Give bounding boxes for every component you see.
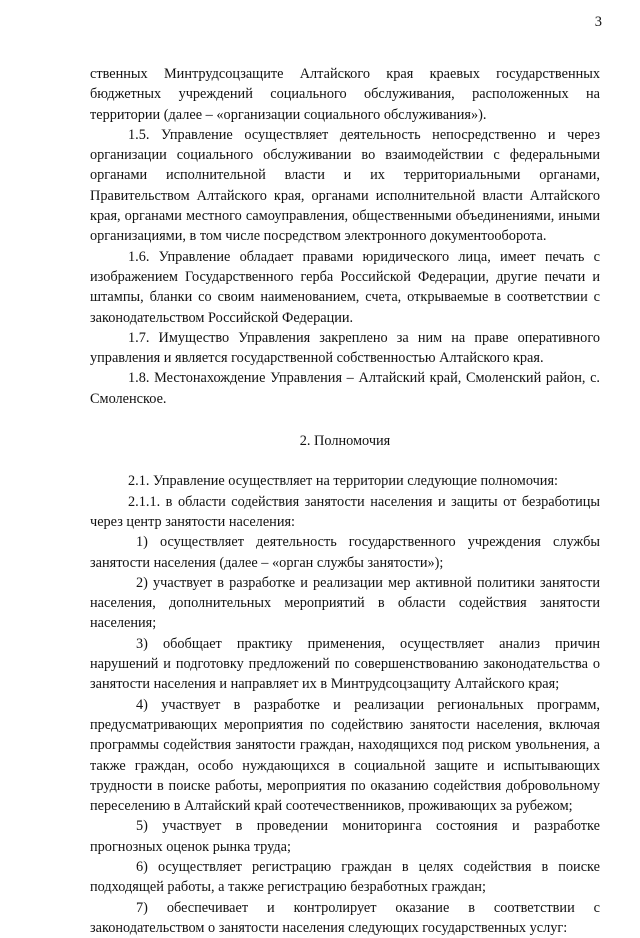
section-heading: 2. Полномочия — [299, 433, 391, 450]
list-item-5: 5) участвует в проведении мониторинга состояния и разработке прогнозных оценок рынка труда; — [90, 818, 600, 855]
paragraph-1-6: 1.6. Управление обладает правами юридического лица, имеет печать с изображением Государственного герба Российской Федерации, другие печати и штампы, бланки со своим наименованием, счета, открываемые в соответствии с законодательством Российской Федерации. — [90, 248, 600, 326]
page-number: 3 — [594, 14, 602, 30]
list-item-1: 1) осуществляет деятельность государственного учреждения службы занятости населения (далее – «орган службы занятости»); — [90, 534, 600, 571]
document-body — [90, 64, 600, 938]
list-item-2: 2) участвует в разработке и реализации мер активной политики занятости населения, дополнительных мероприятий в области содействия занятости населения; — [90, 574, 600, 632]
list-item-3: 3) обобщает практику применения, осуществляет анализ причин нарушений и подготовку предложений по совершенствованию законодательства о занятости населения и направляет их в Минтрудсоцзащиту Алтайского края; — [90, 635, 600, 693]
list-item-6: 6) осуществляет регистрацию граждан в целях содействия в поиске подходящей работы, а также регистрацию безработных граждан; — [90, 858, 600, 896]
list-item-7: 7) обеспечивает и контролирует оказание в соответствии с законодательством о занятости населения следующих государственных услуг: — [90, 899, 600, 936]
paragraph-2-1: 2.1. Управление осуществляет на территории следующие полномочия: — [128, 473, 559, 490]
paragraph-2-1-1: 2.1.1. в области содействия занятости населения и защиты от безработицы через центр занятости населения: — [90, 493, 600, 530]
list-item-4: 4) участвует в разработке и реализации региональных программ, предусматривающих мероприятия по содействию занятости населения, включая программы содействия занятости граждан, находящихся под риском увольнения, а также граждан, особо нуждающихся в социальной защите и испытывающих трудности в поиске работы, мероприятия по оказанию содействия добровольному переселению в Алтайский край соотечественников, проживающих за рубежом; — [90, 696, 600, 815]
paragraph-continuation: ственных Минтрудсоцзащите Алтайского края краевых государственных бюджетных учреждений социального обслуживания, расположенных на территории (далее – «организации социального обслуживания»). — [90, 66, 600, 123]
paragraph-1-7: 1.7. Имущество Управления закреплено за ним на праве оперативного управления и является государственной собственностью Алтайского края. — [90, 329, 600, 367]
paragraph-1-8: 1.8. Местонахождение Управления – Алтайский край, Смоленский район, с. Смоленское. — [90, 370, 600, 407]
paragraph-1-5: 1.5. Управление осуществляет деятельность непосредственно и через организации социального обслуживании во взаимодействии с федеральными органами исполнительной власти и их территориальными органами, Правительством Алтайского края, органами исполнительной власти Алтайского края, органами местного самоуправления, общественными объединениями, иными организациями, в том числе посредством электронного документооборота. — [90, 126, 600, 245]
